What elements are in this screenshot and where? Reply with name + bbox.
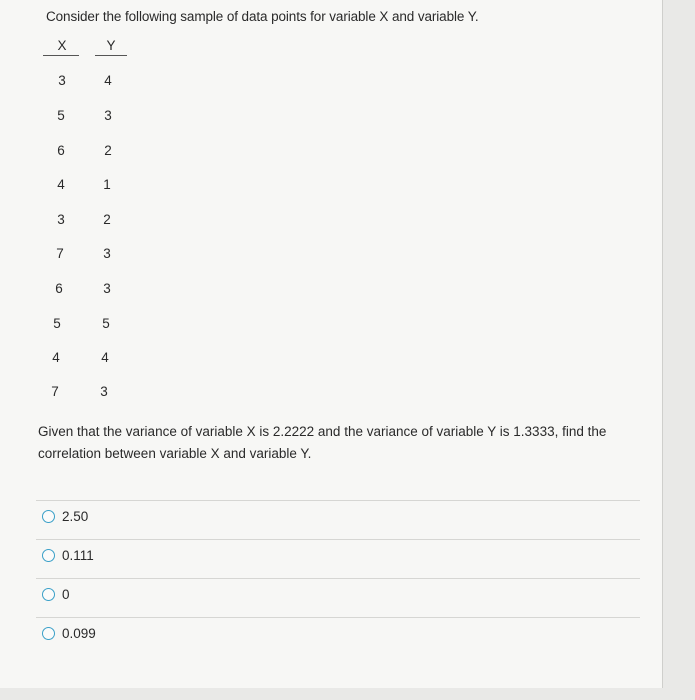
header-underline-x: [43, 55, 79, 56]
table-cell-y: 2: [103, 212, 111, 227]
table-cell-x: 5: [57, 108, 65, 123]
divider: [36, 539, 640, 540]
table-cell-x: 3: [57, 212, 65, 227]
answer-option-label: 0.111: [62, 548, 94, 563]
question-prompt: Given that the variance of variable X is 2.2222 and the variance of variable Y is 1.3333, find the correlation between variable X and variable Y.: [38, 424, 607, 461]
table-cell-y: 3: [103, 246, 111, 261]
table-cell-x: 4: [57, 177, 65, 192]
radio-icon[interactable]: [42, 510, 55, 523]
table-cell-x: 3: [58, 73, 66, 88]
radio-icon[interactable]: [42, 588, 55, 601]
radio-icon[interactable]: [42, 549, 55, 562]
table-cell-x: 5: [53, 316, 61, 331]
table-cell-y: 2: [104, 143, 112, 158]
table-header-y: Y: [106, 38, 116, 53]
table-cell-y: 1: [103, 177, 111, 192]
answer-option[interactable]: [42, 509, 88, 524]
answer-option-label: 2.50: [62, 509, 89, 524]
table-cell-y: 5: [102, 316, 110, 331]
header-underline-y: [95, 55, 127, 56]
table-cell-x: 4: [52, 350, 60, 365]
radio-icon[interactable]: [42, 627, 55, 640]
answer-option-label: 0: [62, 587, 70, 602]
table-cell-x: 7: [56, 246, 64, 261]
divider: [36, 578, 640, 579]
table-cell-y: 4: [104, 73, 112, 88]
table-cell-x: 6: [55, 281, 63, 296]
table-cell-x: 7: [51, 384, 59, 399]
answer-option[interactable]: [42, 548, 94, 563]
divider: [36, 500, 640, 501]
table-cell-y: 3: [103, 281, 111, 296]
table-cell-x: 6: [57, 143, 65, 158]
table-header-x: X: [57, 38, 67, 53]
table-cell-y: 4: [101, 350, 109, 365]
answer-option[interactable]: [42, 626, 96, 641]
answer-option[interactable]: [42, 587, 70, 602]
table-cell-y: 3: [100, 384, 108, 399]
page-footer-strip: [0, 688, 695, 700]
table-cell-y: 3: [104, 108, 112, 123]
answer-option-label: 0.099: [62, 626, 96, 641]
question-intro: Consider the following sample of data points for variable X and variable Y.: [46, 9, 479, 24]
divider: [36, 617, 640, 618]
